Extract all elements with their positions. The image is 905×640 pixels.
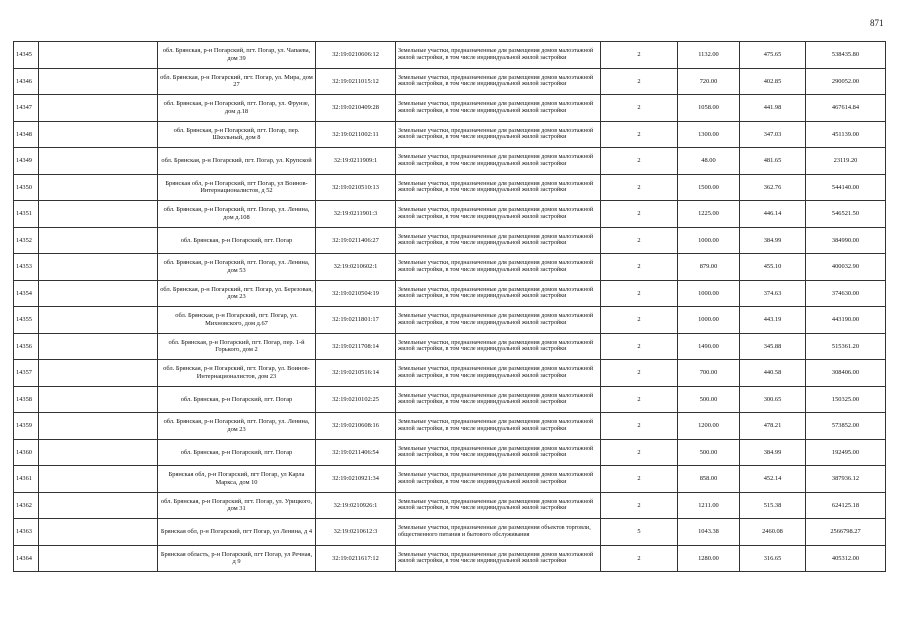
- group-cell: 2: [601, 254, 678, 281]
- table-row: [14, 333, 886, 360]
- cadastral-number-cell: 32:19:0210606:12: [316, 42, 396, 69]
- area-cell: 1300.00: [678, 121, 740, 148]
- area-cell: 500.00: [678, 439, 740, 466]
- row-number-cell: 14352: [14, 227, 39, 254]
- cadastral-value-cell: 573852.00: [806, 413, 886, 440]
- table-body: [14, 42, 886, 572]
- area-cell: 1211.00: [678, 492, 740, 519]
- table-row: [14, 95, 886, 122]
- cadastral-value-cell: 23119.20: [806, 148, 886, 175]
- group-cell: 2: [601, 492, 678, 519]
- table-row: [14, 280, 886, 307]
- cadastral-number-cell: 32:19:0210921:34: [316, 466, 396, 493]
- specific-value-cell: 300.65: [740, 386, 806, 413]
- address-cell: обл. Брянская, р-н Погарский, пгт. Погар, пер. 1-й Горького, дом 2: [158, 333, 316, 360]
- specific-value-cell: 443.19: [740, 307, 806, 334]
- group-cell: 2: [601, 545, 678, 572]
- area-cell: 1280.00: [678, 545, 740, 572]
- group-cell: 2: [601, 466, 678, 493]
- cadastral-value-cell: 400032.90: [806, 254, 886, 281]
- row-number-cell: 14355: [14, 307, 39, 334]
- area-cell: 1058.00: [678, 95, 740, 122]
- area-cell: 1000.00: [678, 307, 740, 334]
- area-cell: 1043.38: [678, 519, 740, 546]
- spacer-cell: [39, 360, 158, 387]
- spacer-cell: [39, 519, 158, 546]
- specific-value-cell: 515.38: [740, 492, 806, 519]
- group-cell: 2: [601, 201, 678, 228]
- spacer-cell: [39, 413, 158, 440]
- specific-value-cell: 347.03: [740, 121, 806, 148]
- row-number-cell: 14359: [14, 413, 39, 440]
- cadastral-number-cell: 32:19:0211801:17: [316, 307, 396, 334]
- table-row: [14, 386, 886, 413]
- address-cell: Брянская обл, р-н Погарский, пгт Погар, ул Ленина, д 4: [158, 519, 316, 546]
- area-cell: 48.00: [678, 148, 740, 175]
- cadastral-value-cell: 290052.00: [806, 68, 886, 95]
- area-cell: 1500.00: [678, 174, 740, 201]
- cadastral-value-cell: 405312.00: [806, 545, 886, 572]
- land-use-cell: Земельные участки, предназначенные для размещения домов малоэтажной жилой застройки, в том числе индивидуальной жилой застройки: [396, 333, 601, 360]
- cadastral-number-cell: 32:19:0211901:3: [316, 201, 396, 228]
- cadastral-value-cell: 443190.00: [806, 307, 886, 334]
- area-cell: 1132.00: [678, 42, 740, 69]
- land-use-cell: Земельные участки, предназначенные для размещения домов малоэтажной жилой застройки, в том числе индивидуальной жилой застройки: [396, 201, 601, 228]
- area-cell: 858.00: [678, 466, 740, 493]
- cadastral-value-cell: 538435.80: [806, 42, 886, 69]
- group-cell: 2: [601, 307, 678, 334]
- table-row: [14, 254, 886, 281]
- group-cell: 2: [601, 148, 678, 175]
- table-row: [14, 148, 886, 175]
- row-number-cell: 14361: [14, 466, 39, 493]
- specific-value-cell: 316.65: [740, 545, 806, 572]
- land-use-cell: Земельные участки, предназначенные для размещения домов малоэтажной жилой застройки, в том числе индивидуальной жилой застройки: [396, 360, 601, 387]
- address-cell: обл. Брянская, р-н Погарский, пгт. Погар, ул. Березовая, дом 23: [158, 280, 316, 307]
- cadastral-value-cell: 546521.50: [806, 201, 886, 228]
- row-number-cell: 14353: [14, 254, 39, 281]
- row-number-cell: 14345: [14, 42, 39, 69]
- cadastral-value-cell: 308406.00: [806, 360, 886, 387]
- cadastral-number-cell: 32:19:0210602:1: [316, 254, 396, 281]
- cadastral-number-cell: 32:19:0211406:27: [316, 227, 396, 254]
- area-cell: 720.00: [678, 68, 740, 95]
- address-cell: обл. Брянская, р-н Погарский, пгт. Погар, ул. Воинов-Интернационалистов, дом 23: [158, 360, 316, 387]
- specific-value-cell: 440.58: [740, 360, 806, 387]
- table-row: [14, 227, 886, 254]
- cadastral-number-cell: 32:19:0211406:54: [316, 439, 396, 466]
- table-row: [14, 439, 886, 466]
- table-row: [14, 492, 886, 519]
- area-cell: 1200.00: [678, 413, 740, 440]
- row-number-cell: 14363: [14, 519, 39, 546]
- spacer-cell: [39, 42, 158, 69]
- cadastral-number-cell: 32:19:0210516:14: [316, 360, 396, 387]
- spacer-cell: [39, 121, 158, 148]
- address-cell: обл. Брянская, р-н Погарский, пгт. Погар, ул. Мира, дом 27: [158, 68, 316, 95]
- cadastral-value-cell: 374630.00: [806, 280, 886, 307]
- cadastral-value-cell: 2566798.27: [806, 519, 886, 546]
- land-use-cell: Земельные участки, предназначенные для размещения домов малоэтажной жилой застройки, в том числе индивидуальной жилой застройки: [396, 307, 601, 334]
- specific-value-cell: 481.65: [740, 148, 806, 175]
- table-row: [14, 201, 886, 228]
- spacer-cell: [39, 254, 158, 281]
- area-cell: 700.00: [678, 360, 740, 387]
- row-number-cell: 14360: [14, 439, 39, 466]
- land-use-cell: Земельные участки, предназначенные для размещения домов малоэтажной жилой застройки, в том числе индивидуальной жилой застройки: [396, 280, 601, 307]
- specific-value-cell: 362.76: [740, 174, 806, 201]
- cadastral-value-cell: 515361.20: [806, 333, 886, 360]
- cadastral-value-cell: 192495.00: [806, 439, 886, 466]
- group-cell: 2: [601, 68, 678, 95]
- table-row: [14, 466, 886, 493]
- address-cell: обл. Брянская, р-н Погарский, пгт. Погар, пер. Школьный, дом 8: [158, 121, 316, 148]
- spacer-cell: [39, 439, 158, 466]
- specific-value-cell: 446.14: [740, 201, 806, 228]
- area-cell: 1490.00: [678, 333, 740, 360]
- address-cell: обл. Брянская, р-н Погарский, пгт. Погар, ул. Чапаева, дом 39: [158, 42, 316, 69]
- land-use-cell: Земельные участки, предназначенные для размещения объектов торговли, общественного питания и бытового обслуживания: [396, 519, 601, 546]
- specific-value-cell: 384.99: [740, 439, 806, 466]
- address-cell: обл. Брянская, р-н Погарский, пгт. Погар: [158, 439, 316, 466]
- land-use-cell: Земельные участки, предназначенные для размещения домов малоэтажной жилой застройки, в том числе индивидуальной жилой застройки: [396, 254, 601, 281]
- spacer-cell: [39, 148, 158, 175]
- row-number-cell: 14347: [14, 95, 39, 122]
- cadastral-value-cell: 544140.00: [806, 174, 886, 201]
- cadastral-number-cell: 32:19:0210510:13: [316, 174, 396, 201]
- group-cell: 2: [601, 439, 678, 466]
- specific-value-cell: 374.63: [740, 280, 806, 307]
- cadastral-value-cell: 387936.12: [806, 466, 886, 493]
- group-cell: 2: [601, 280, 678, 307]
- table-row: [14, 545, 886, 572]
- cadastral-number-cell: 32:19:0210612:3: [316, 519, 396, 546]
- table-row: [14, 121, 886, 148]
- cadastral-number-cell: 32:19:0211002:11: [316, 121, 396, 148]
- page-number: 871: [870, 18, 884, 28]
- spacer-cell: [39, 227, 158, 254]
- row-number-cell: 14364: [14, 545, 39, 572]
- spacer-cell: [39, 174, 158, 201]
- specific-value-cell: 345.88: [740, 333, 806, 360]
- group-cell: 5: [601, 519, 678, 546]
- cadastral-value-cell: 384990.00: [806, 227, 886, 254]
- address-cell: Брянская область, р-н Погарский, пгт Погар, ул Речная, д 9: [158, 545, 316, 572]
- specific-value-cell: 441.98: [740, 95, 806, 122]
- cadastral-number-cell: 32:19:0211617:12: [316, 545, 396, 572]
- table-row: [14, 174, 886, 201]
- area-cell: 500.00: [678, 386, 740, 413]
- land-use-cell: Земельные участки, предназначенные для размещения домов малоэтажной жилой застройки, в том числе индивидуальной жилой застройки: [396, 174, 601, 201]
- table-row: [14, 68, 886, 95]
- table-row: [14, 360, 886, 387]
- land-use-cell: Земельные участки, предназначенные для размещения домов малоэтажной жилой застройки, в том числе индивидуальной жилой застройки: [396, 42, 601, 69]
- specific-value-cell: 402.85: [740, 68, 806, 95]
- spacer-cell: [39, 333, 158, 360]
- specific-value-cell: 455.10: [740, 254, 806, 281]
- area-cell: 1000.00: [678, 280, 740, 307]
- table-row: [14, 42, 886, 69]
- spacer-cell: [39, 545, 158, 572]
- land-use-cell: Земельные участки, предназначенные для размещения домов малоэтажной жилой застройки, в том числе индивидуальной жилой застройки: [396, 545, 601, 572]
- specific-value-cell: 475.65: [740, 42, 806, 69]
- land-use-cell: Земельные участки, предназначенные для размещения домов малоэтажной жилой застройки, в том числе индивидуальной жилой застройки: [396, 386, 601, 413]
- specific-value-cell: 478.21: [740, 413, 806, 440]
- table-row: [14, 413, 886, 440]
- cadastral-number-cell: 32:19:0210409:28: [316, 95, 396, 122]
- address-cell: обл. Брянская, р-н Погарский, пгт. Погар, ул. Ленина, дом 53: [158, 254, 316, 281]
- land-use-cell: Земельные участки, предназначенные для размещения домов малоэтажной жилой застройки, в том числе индивидуальной жилой застройки: [396, 148, 601, 175]
- cadastral-number-cell: 32:19:0210926:1: [316, 492, 396, 519]
- specific-value-cell: 384.99: [740, 227, 806, 254]
- address-cell: обл. Брянская, р-н Погарский, пгт. Погар, ул. Ленина, дом 23: [158, 413, 316, 440]
- land-use-cell: Земельные участки, предназначенные для размещения домов малоэтажной жилой застройки, в том числе индивидуальной жилой застройки: [396, 227, 601, 254]
- area-cell: 879.00: [678, 254, 740, 281]
- address-cell: обл. Брянская, р-н Погарский, пгт. Погар, ул. Ленина, дом д.108: [158, 201, 316, 228]
- row-number-cell: 14358: [14, 386, 39, 413]
- row-number-cell: 14346: [14, 68, 39, 95]
- cadastral-value-cell: 467614.84: [806, 95, 886, 122]
- address-cell: обл. Брянская, р-н Погарский, пгт. Погар, ул. Урицкого, дом 31: [158, 492, 316, 519]
- address-cell: обл. Брянская, р-н Погарский, пгт. Погар, ул. Крупской: [158, 148, 316, 175]
- group-cell: 2: [601, 227, 678, 254]
- row-number-cell: 14354: [14, 280, 39, 307]
- spacer-cell: [39, 386, 158, 413]
- cadastral-value-cell: 624125.18: [806, 492, 886, 519]
- spacer-cell: [39, 201, 158, 228]
- land-use-cell: Земельные участки, предназначенные для размещения домов малоэтажной жилой застройки, в том числе индивидуальной жилой застройки: [396, 121, 601, 148]
- row-number-cell: 14362: [14, 492, 39, 519]
- address-cell: обл. Брянская, р-н Погарский, пгт. Погар: [158, 227, 316, 254]
- spacer-cell: [39, 492, 158, 519]
- row-number-cell: 14348: [14, 121, 39, 148]
- cadastral-value-cell: 451139.00: [806, 121, 886, 148]
- spacer-cell: [39, 466, 158, 493]
- group-cell: 2: [601, 121, 678, 148]
- address-cell: обл. Брянская, р-н Погарский, пгт. Погар: [158, 386, 316, 413]
- spacer-cell: [39, 95, 158, 122]
- address-cell: обл. Брянская, р-н Погарский, пгт. Погар, ул. Михновского, дом д.67: [158, 307, 316, 334]
- specific-value-cell: 2460.08: [740, 519, 806, 546]
- table-row: [14, 519, 886, 546]
- land-use-cell: Земельные участки, предназначенные для размещения домов малоэтажной жилой застройки, в том числе индивидуальной жилой застройки: [396, 439, 601, 466]
- row-number-cell: 14350: [14, 174, 39, 201]
- cadastral-number-cell: 32:19:0210504:19: [316, 280, 396, 307]
- cadastral-number-cell: 32:19:0211708:14: [316, 333, 396, 360]
- address-cell: обл. Брянская, р-н Погарский, пгт. Погар, ул. Фрунзе, дом д.18: [158, 95, 316, 122]
- land-use-cell: Земельные участки, предназначенные для размещения домов малоэтажной жилой застройки, в том числе индивидуальной жилой застройки: [396, 492, 601, 519]
- group-cell: 2: [601, 413, 678, 440]
- row-number-cell: 14357: [14, 360, 39, 387]
- land-use-cell: Земельные участки, предназначенные для размещения домов малоэтажной жилой застройки, в том числе индивидуальной жилой застройки: [396, 68, 601, 95]
- spacer-cell: [39, 280, 158, 307]
- area-cell: 1000.00: [678, 227, 740, 254]
- cadastral-number-cell: 32:19:0211015:12: [316, 68, 396, 95]
- address-cell: Брянская обл, р-н Погарский, пгт Погар, ул Карла Маркса, дом 10: [158, 466, 316, 493]
- specific-value-cell: 452.14: [740, 466, 806, 493]
- group-cell: 2: [601, 360, 678, 387]
- group-cell: 2: [601, 174, 678, 201]
- cadastral-number-cell: 32:19:0211909:1: [316, 148, 396, 175]
- cadastral-number-cell: 32:19:0210102:25: [316, 386, 396, 413]
- spacer-cell: [39, 307, 158, 334]
- row-number-cell: 14356: [14, 333, 39, 360]
- address-cell: Брянская обл, р-н Погарский, пгт Погар, ул Воинов-Интернационалистов, д 52: [158, 174, 316, 201]
- cadastral-value-cell: 150325.00: [806, 386, 886, 413]
- spacer-cell: [39, 68, 158, 95]
- land-use-cell: Земельные участки, предназначенные для размещения домов малоэтажной жилой застройки, в том числе индивидуальной жилой застройки: [396, 95, 601, 122]
- group-cell: 2: [601, 333, 678, 360]
- land-use-cell: Земельные участки, предназначенные для размещения домов малоэтажной жилой застройки, в том числе индивидуальной жилой застройки: [396, 413, 601, 440]
- land-use-cell: Земельные участки, предназначенные для размещения домов малоэтажной жилой застройки, в том числе индивидуальной жилой застройки: [396, 466, 601, 493]
- table-row: [14, 307, 886, 334]
- row-number-cell: 14351: [14, 201, 39, 228]
- row-number-cell: 14349: [14, 148, 39, 175]
- group-cell: 2: [601, 95, 678, 122]
- cadastral-number-cell: 32:19:0210608:16: [316, 413, 396, 440]
- group-cell: 2: [601, 386, 678, 413]
- land-registry-table: [13, 41, 886, 572]
- group-cell: 2: [601, 42, 678, 69]
- area-cell: 1225.00: [678, 201, 740, 228]
